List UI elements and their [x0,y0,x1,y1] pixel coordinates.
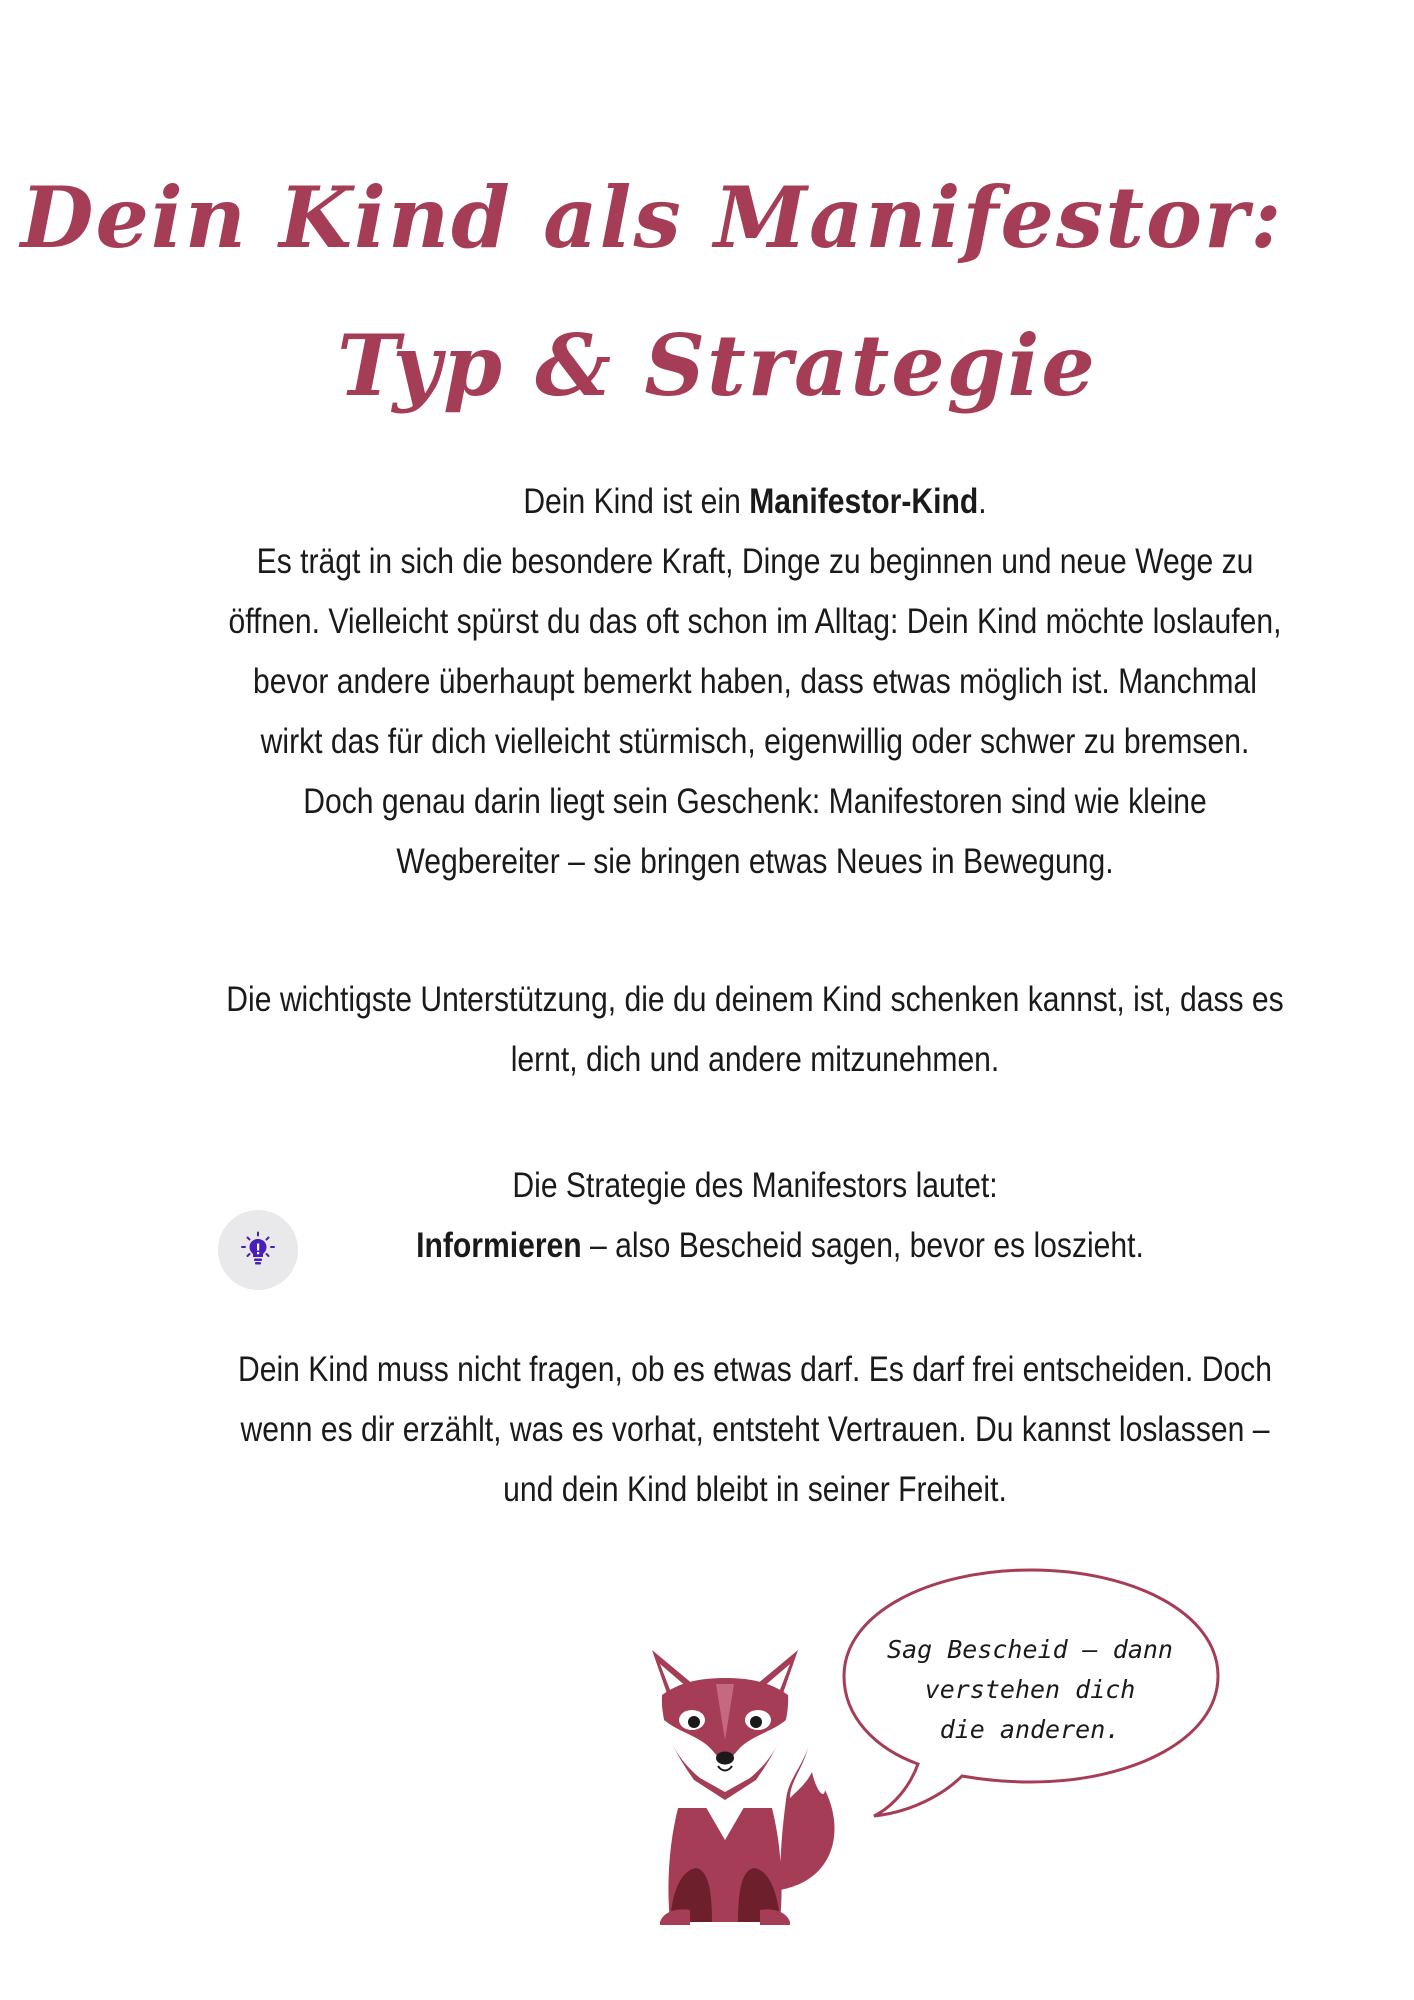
page-subtitle: Typ & Strategie [337,316,1097,415]
bubble-line-3: die anderen. [939,1715,1121,1744]
strategy-keyword: Informieren [416,1226,582,1265]
support-paragraph: Die wichtigste Unterstützung, die du deinem Kind schenken kannst, ist, dass es lernt, dich und andere mitzunehmen. [226,980,1284,1079]
fox-illustration [630,1640,850,1930]
intro-prefix: Dein Kind ist ein [523,482,750,521]
intro-suffix: . [978,482,987,521]
intro-paragraph: Es trägt in sich die besondere Kraft, Dinge zu beginnen und neue Wege zu öffnen. Vielleicht spürst du das oft schon im Alltag: Dein Kind möchte loslaufen, bevor andere überhaupt bemerkt haben, dass etwas möglich ist. Manchmal wirkt das für dich vielleicht stürmisch, eigenwillig oder schwer zu bremsen. Doch genau darin liegt sein Geschenk: Manifestoren sind wie kleine Wegbereiter – sie bringen etwas Neues in Bewegung. [228,542,1282,881]
strategy-rest: – also Bescheid sagen, bevor es loszieht. [581,1226,1144,1265]
bubble-line-2: verstehen dich [924,1675,1136,1704]
lightbulb-badge [218,1210,298,1290]
intro-heading [226,472,1284,532]
lightbulb-icon [238,1230,278,1270]
bubble-line-1: Sag Bescheid – dann [887,1635,1173,1664]
intro-highlight: Manifestor-Kind [749,482,979,521]
page-title: Dein Kind als Manifestor: [20,168,1284,267]
strategy-line [359,1216,1202,1276]
speech-bubble-text [870,1630,1190,1750]
strategy-heading: Die Strategie des Manifestors lautet: [512,1166,998,1205]
closing-paragraph: Dein Kind muss nicht fragen, ob es etwas darf. Es darf frei entscheiden. Doch wenn es dir erzählt, was es vorhat, entsteht Vertrauen. Du kannst loslassen – und dein Kind bleibt in seiner Freiheit. [238,1350,1272,1509]
